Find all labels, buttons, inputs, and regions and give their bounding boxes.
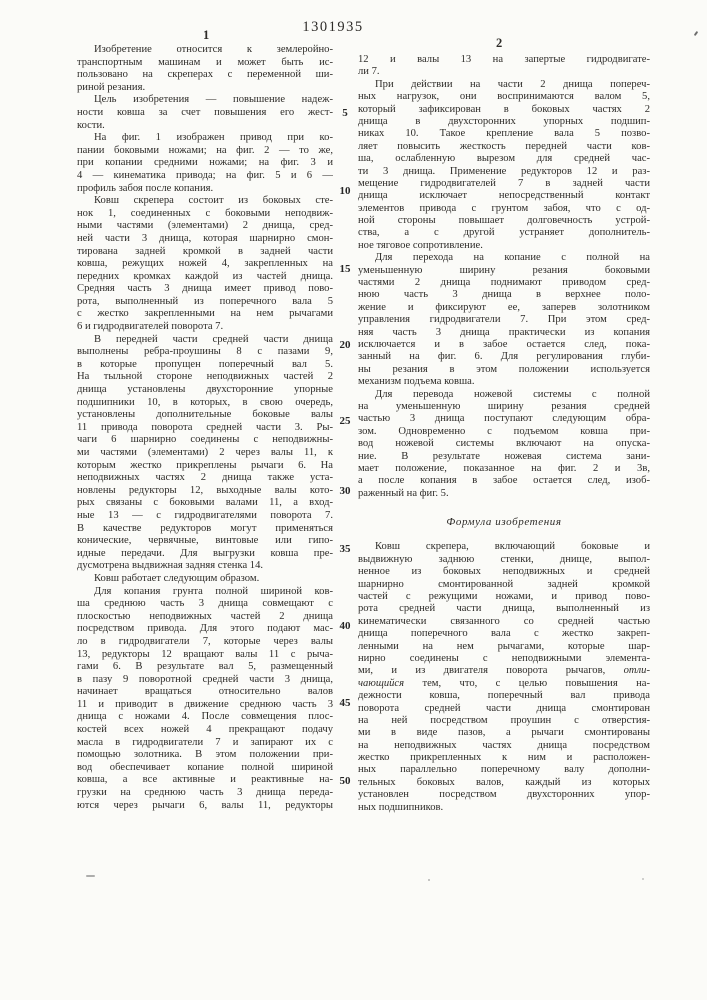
text-line: при копании средними ножами; на фиг. 3 и [77, 157, 333, 169]
text-line: ша среднюю часть 3 днища совмещают с [77, 598, 333, 610]
text-line: механизм подъема ковша. [358, 376, 475, 388]
text-line: В качестве редукторов могут применяться [77, 522, 333, 534]
text-line: рота, выполненный из поперечного вала 5 [77, 295, 333, 307]
text-line: нюю часть 3 днища в верхнее поло- [358, 289, 650, 301]
text-line: подшипники 10, в которых, в свою очередь, [77, 396, 333, 408]
text-line: 4 — кинематика привода; на фиг. 5 и 6 — [77, 169, 333, 181]
text-line: ных нагрузок, они воспринимаются валом 5, [358, 91, 650, 103]
text-line: занный на фиг. 6. Для регулирования глуби- [358, 351, 650, 363]
text-line: мает положение, показанное на фиг. 2 и 3в, [358, 462, 650, 474]
text-line: днища с ножами 4. После совмещения плос- [77, 711, 333, 723]
text-line: грузки на среднюю часть 3 днища переда- [77, 787, 333, 799]
text-line: плоскостью неподвижных частей 2 днища [77, 610, 333, 622]
text-line: 11 и приводит в движение среднюю часть 3 [77, 698, 333, 710]
text-line: 11 привода поворота средней части 3. Ры- [77, 421, 333, 433]
text-line: идные передачи. Для выгрузки ковша пре- [77, 547, 333, 559]
text-line [358, 678, 650, 690]
gutter-line-number: 50 [339, 775, 351, 787]
text-line: неподвижных частях 2 днища также уста- [77, 472, 333, 484]
text-line: частью 3 днища поступают следующим обра- [358, 413, 650, 425]
text-line: ло в гидродвигатели 7, которые через валы [77, 635, 333, 647]
text-line: ются через рычаги 6, валы 11, редукторы [77, 799, 333, 811]
text-line: масла в гидродвигатели 7 и запирают их с [77, 736, 333, 748]
patent-number: 1301935 [302, 19, 364, 35]
text-line: тирована задней кромкой в задней части [77, 245, 333, 257]
text-line: днища исключает непосредственный контакт [358, 190, 650, 202]
text-line: исключается и в забое остается след, пока- [358, 338, 650, 350]
text-line: дежности ковша, поперечный вал привода [358, 690, 650, 702]
text-line: ние. В результате ножевая система зани- [358, 450, 650, 462]
text-line: на ней посредством проушин с отверстия- [358, 714, 650, 726]
text-line: жестко прикрепленных к ним и расположен- [358, 752, 650, 764]
scan-speck [86, 875, 95, 877]
text-line: посредством привода. Для этого подают мас- [77, 623, 333, 635]
left-column [77, 44, 333, 812]
text-line: ности ковша за счет повышения его жест- [77, 106, 333, 118]
text-line: конические, червячные, винтовые или гипо- [77, 535, 333, 547]
text-line: ной стороны повышает долговечность устрой- [358, 215, 650, 227]
text-line: няя часть 3 днища практически из копания [358, 326, 650, 338]
text-line: жение и фиксируют ее, заперев золотником [358, 301, 650, 313]
text-line: пользовано на скреперах с переменной ши- [77, 69, 333, 81]
text-line: Для перевода ножевой системы с полной [375, 388, 650, 400]
right-column [358, 54, 650, 814]
text-line: ства, а с другой устраняет дополнитель- [358, 227, 650, 239]
gutter-line-number: 10 [339, 185, 351, 197]
text-line: ные 13 — с гидродвигателями поворота 7. [77, 509, 333, 521]
text-line: ными частями (элементами) 2 днища, сред- [77, 220, 333, 232]
italic-term: чающийся [358, 677, 405, 689]
text-line: управления гидродвигатели 7. При этом сред- [358, 314, 650, 326]
text-line: а после копания в забое остается след, изоб- [358, 475, 650, 487]
text-line: выполнены ребра-проушины 8 с пазами 9, [77, 346, 333, 358]
text-line: установлен посредством двухсторонних упор- [358, 789, 650, 801]
text-line: выдвижную заднюю стенки, днище, выпол- [358, 553, 650, 565]
column-number-right: 2 [496, 36, 503, 50]
text-segment: ми, и из двигателя поворота рычагов, [358, 665, 624, 677]
text-line: Ковш работает следующим образом. [94, 572, 260, 584]
column-number-left: 1 [203, 28, 210, 42]
formula-heading: Формула изобретения [446, 516, 562, 529]
text-line: Ковш скрепера, включающий боковые и [375, 541, 650, 553]
text-line: костей всех ножей 4 прекращают подачу [77, 724, 333, 736]
text-line: в которые пропущен поперечный вал 5. [77, 358, 333, 370]
text-line: ных подшипников. [358, 801, 444, 813]
text-line: ляет повысить жесткость передней части ков- [358, 140, 650, 152]
text-line: днища поперечного вала с жестко закреп- [358, 628, 650, 640]
scan-speck [642, 878, 644, 880]
text-line: днища в двухсторонних упорных подшип- [358, 115, 650, 127]
text-line: Изобретение относится к землеройно- [94, 44, 333, 55]
text-line: пании боковыми ножами; на фиг. 2 — то же, [77, 144, 333, 156]
text-line: На тыльной стороне неподвижных частей 2 [77, 371, 333, 383]
text-line: частей с режущими ножами, и привод пово- [358, 591, 650, 603]
gutter-line-number: 20 [339, 339, 351, 351]
text-line: ми частями (элементами) 2 через валы 11, к [77, 447, 333, 458]
text-line: передних кромках каждой из частей днища. [77, 270, 333, 282]
text-line: ны резания в этом положении используется [358, 363, 650, 375]
text-line: ми в виде пазов, а рычаги смонтированы [358, 727, 650, 739]
text-line: профиль забоя после копания. [77, 182, 214, 194]
text-line: которым жестко прикреплены рычаги 6. На [77, 459, 333, 471]
text-line: поворота средней части днища смонтирован [358, 702, 650, 714]
text-line: ковша, режущих ножей 4, закрепленных на [77, 258, 333, 270]
text-line: ли 7. [358, 66, 380, 78]
text-line: ных параллельно поперечному валу дополни- [358, 764, 650, 776]
text-segment: тем, что, с целью повышения на- [404, 677, 650, 689]
text-line: раженный на фиг. 5. [358, 487, 449, 499]
text-line: мещение гидродвигателей 7 в задней части [358, 177, 650, 189]
right-column-description [358, 54, 650, 500]
text-line: кости. [77, 119, 105, 131]
text-line: кинематически связанного со средней частью [358, 615, 650, 627]
scan-speck [694, 31, 699, 36]
scan-speck [428, 879, 430, 881]
text-line: ное тяговое сопротивление. [358, 239, 483, 251]
gutter-line-number: 30 [339, 485, 351, 497]
text-line: на уменьшенную ширину резания средней [358, 400, 650, 412]
text-line: нирно соединены с неподвижными элемента- [358, 652, 650, 664]
text-line: 6 и гидродвигателей поворота 7. [77, 321, 224, 333]
text-line: Для перехода на копание с полной на [375, 252, 650, 264]
text-line: с жестко закрепленными на нем рычагами [77, 308, 333, 320]
text-line: В передней части средней части днища [94, 333, 333, 345]
text-line: Для копания грунта полной шириной ков- [94, 585, 333, 597]
text-line: 12 и валы 13 на запертые гидродвигате- [358, 54, 650, 65]
text-line: ненное из боковых неподвижных и средней [358, 566, 650, 578]
text-line: на неподвижных частях днища посредством [358, 739, 650, 751]
text-line: который зафиксирован в боковых частях 2 [358, 103, 650, 115]
text-line: ша, ослабленную вырезом для средней час- [358, 153, 650, 165]
text-line: Ковш скрепера состоит из боковых сте- [94, 195, 333, 207]
text-line: новлены редукторы 12, выходные валы кото- [77, 484, 333, 496]
text-line: днища установлены двухсторонние упорные [77, 384, 333, 396]
text-line: начинает вращаться относительно валов [77, 686, 333, 698]
gutter-line-number: 45 [339, 697, 351, 709]
text-line: Цель изобретения — повышение надеж- [94, 94, 333, 106]
text-line: ти 3 днища. Применение редукторов 12 и раз- [358, 165, 650, 177]
gutter-line-number: 5 [342, 107, 348, 119]
italic-term: отли- [623, 665, 650, 677]
text-line: шарнирно смонтированной задней кромкой [358, 578, 650, 590]
text-line: установлены дополнительные боковые валы [77, 409, 333, 421]
text-line: риной резания. [77, 81, 146, 93]
text-line: тельных боковых валов, каждый из которых [358, 776, 650, 788]
text-line: вод обеспечивает копание полной шириной [77, 761, 333, 773]
text-line: зом. Одновременно с подъемом ковша при- [358, 425, 650, 437]
text-line: ленными на нем рычагами, которые шар- [358, 640, 650, 652]
gutter-line-number: 40 [339, 620, 351, 632]
text-line: При действии на части 2 днища попереч- [375, 78, 650, 90]
text-line: чаги 6 шарнирно соединены с неподвижны- [77, 434, 333, 446]
text-line: ней части 3 днища, которая шарнирно смон- [77, 232, 333, 244]
text-line: Средняя часть 3 днища имеет привод пово- [77, 283, 333, 295]
formula-section [358, 541, 650, 814]
text-line: частями 2 днища поднимают приводом сред- [358, 277, 650, 289]
text-line: дусмотрена выдвижная задняя стенка 14. [77, 560, 264, 572]
text-line: помощью золотника. В этом положении при- [77, 749, 333, 761]
text-line: рота средней части днища, выполненный из [358, 603, 650, 615]
text-line: На фиг. 1 изображен привод при ко- [94, 132, 333, 144]
text-line [358, 665, 650, 677]
gutter-line-number: 15 [339, 263, 351, 275]
text-line: никах 10. Такое крепление вала 5 позво- [358, 128, 650, 140]
text-line: гами 6. В результате вал 5, размещенный [77, 661, 333, 673]
text-line: 13, редукторы 12 вращают валы 11 с рыча- [77, 648, 333, 660]
gutter-line-number: 35 [339, 543, 351, 555]
text-line: вод ножевой системы включают на опуска- [358, 438, 650, 450]
text-line: в пазу 9 поворотной средней части 3 днища, [77, 673, 333, 685]
text-line: ковша, а все активные и реактивные на- [77, 774, 333, 786]
text-line: элементов привода с грунтом забоя, что с од- [358, 202, 650, 214]
text-line: уменьшенную ширину резания боковыми [358, 264, 650, 276]
text-line: нок 1, соединенных с боковыми неподвиж- [77, 207, 333, 219]
text-line: рых связаны с боковыми валами 11, а вход- [77, 497, 333, 509]
gutter-line-number: 25 [339, 415, 351, 427]
text-line: транспортным машинам и может быть ис- [77, 56, 333, 68]
